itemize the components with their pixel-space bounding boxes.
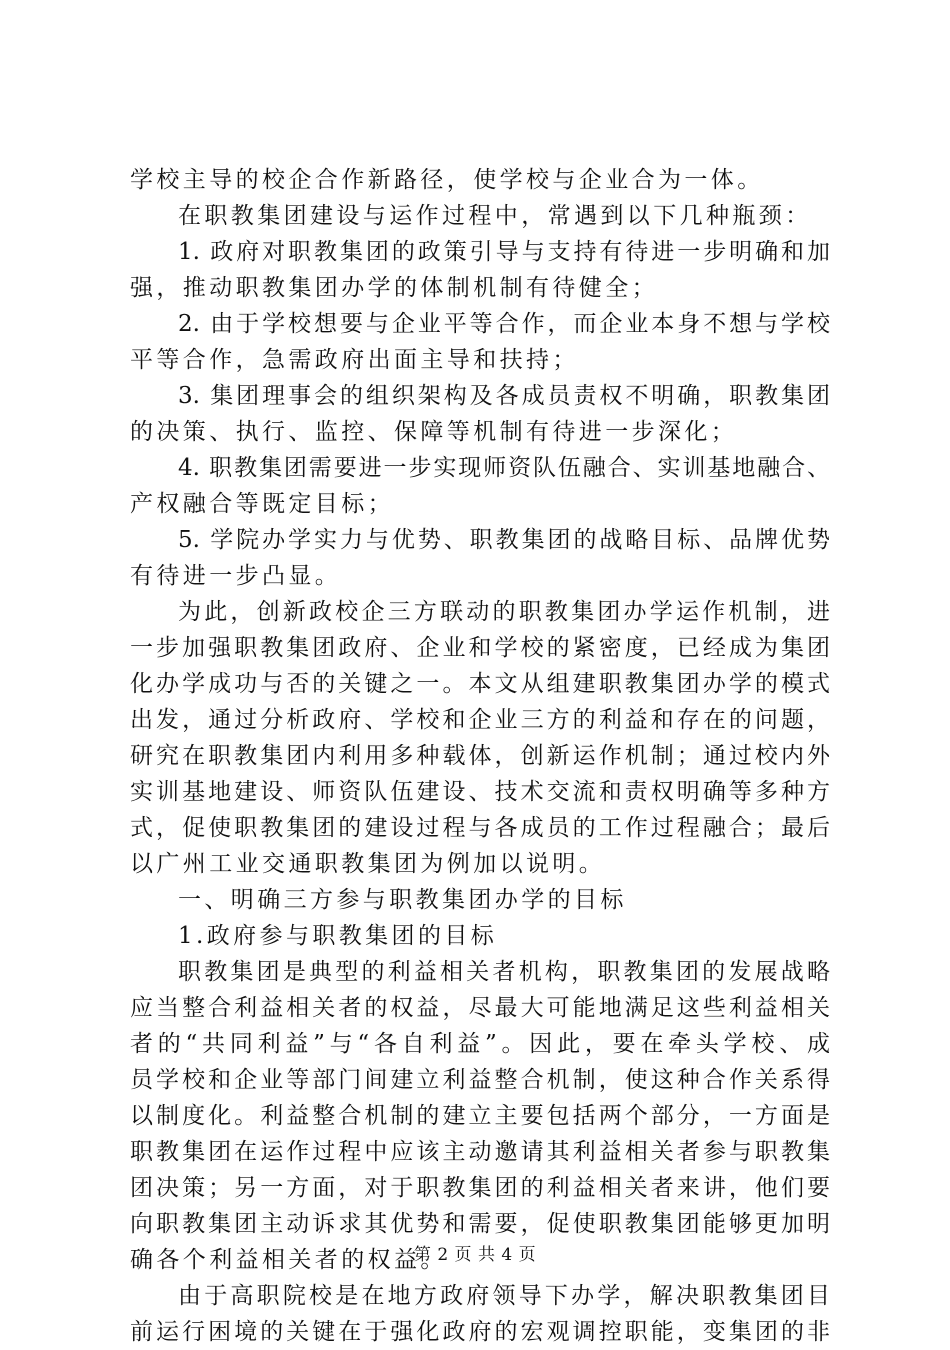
text-line: 产权融合等既定目标；: [130, 491, 394, 517]
text-line: 3. 集团理事会的组织架构及各成员责权不明确，职教集团: [178, 383, 830, 409]
subsection-heading: 1.政府参与职教集团的目标: [178, 923, 498, 949]
text-line: 4. 职教集团需要进一步实现师资队伍融合、实训基地融合、: [178, 455, 830, 481]
text-line: 的决策、执行、监控、保障等机制有待进一步深化；: [130, 419, 738, 445]
section-heading: 一、明确三方参与职教集团办学的目标: [178, 887, 627, 913]
text-line: 职教集团在运作过程中应该主动邀请其利益相关者参与职教集: [130, 1139, 830, 1165]
text-line: 以制度化。利益整合机制的建立主要包括两个部分，一方面是: [130, 1103, 830, 1129]
text-line: 1. 政府对职教集团的政策引导与支持有待进一步明确和加: [178, 239, 830, 265]
text-line: 研究在职教集团内利用多种载体，创新运作机制；通过校内外: [130, 743, 830, 769]
text-line: 员学校和企业等部门间建立利益整合机制，使这种合作关系得: [130, 1067, 830, 1093]
text-line: 为此，创新政校企三方联动的职教集团办学运作机制，进: [178, 599, 830, 625]
text-line: 确各个利益相关者的权益。: [130, 1247, 447, 1273]
text-line: 由于高职院校是在地方政府领导下办学，解决职教集团目: [178, 1283, 830, 1309]
text-line: 者的“共同利益”与“各自利益”。因此，要在牵头学校、成: [130, 1031, 830, 1057]
text-line: 向职教集团主动诉求其优势和需要，促使职教集团能够更加明: [130, 1211, 830, 1237]
text-line: 学校主导的校企合作新路径，使学校与企业合为一体。: [130, 167, 764, 193]
text-line: 出发，通过分析政府、学校和企业三方的利益和存在的问题，: [130, 707, 830, 733]
text-line: 实训基地建设、师资队伍建设、技术交流和责权明确等多种方: [130, 779, 830, 805]
text-line: 化办学成功与否的关键之一。本文从组建职教集团办学的模式: [130, 671, 830, 697]
text-line: 5. 学院办学实力与优势、职教集团的战略目标、品牌优势: [178, 527, 830, 553]
text-line: 强，推动职教集团办学的体制机制有待健全；: [130, 275, 658, 301]
document-body: [130, 162, 830, 1350]
text-line: 有待进一步凸显。: [130, 563, 342, 589]
text-line: 在职教集团建设与运作过程中，常遇到以下几种瓶颈：: [178, 203, 812, 229]
text-line: 一步加强职教集团政府、企业和学校的紧密度，已经成为集团: [130, 635, 830, 661]
text-line: 团决策；另一方面，对于职教集团的利益相关者来讲，他们要: [130, 1175, 830, 1201]
page-number: 第 2 页 共 4 页: [413, 1245, 537, 1265]
text-line: 职教集团是典型的利益相关者机构，职教集团的发展战略: [178, 959, 830, 985]
text-line: 平等合作，急需政府出面主导和扶持；: [130, 347, 579, 373]
page-footer: [0, 1240, 950, 1265]
text-line: 前运行困境的关键在于强化政府的宏观调控职能，变集团的非: [130, 1319, 830, 1345]
text-line: 以广州工业交通职教集团为例加以说明。: [130, 851, 606, 877]
text-line: 应当整合利益相关者的权益，尽最大可能地满足这些利益相关: [130, 995, 830, 1021]
text-line: 式，促使职教集团的建设过程与各成员的工作过程融合；最后: [130, 815, 830, 841]
text-line: 2. 由于学校想要与企业平等合作，而企业本身不想与学校: [178, 311, 830, 337]
